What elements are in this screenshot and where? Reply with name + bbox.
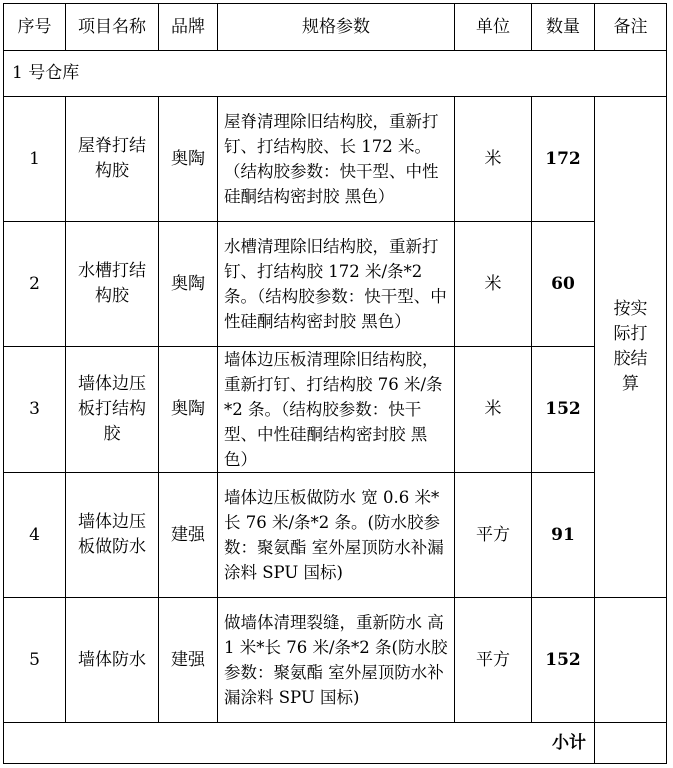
row-brand: 奥陶 [159,222,218,347]
remark-text: 按实际打胶结算 [613,299,648,394]
header-name: 项目名称 [66,4,159,51]
row-brand: 建强 [159,598,218,723]
row-qty: 172 [532,97,595,222]
header-seq: 序号 [4,4,66,51]
row-seq: 5 [4,598,66,723]
row-unit: 米 [455,97,532,222]
row-remark [595,598,667,723]
row-qty: 91 [532,473,595,598]
row-unit: 平方 [455,473,532,598]
row-spec: 墙体边压板做防水 宽 0.6 米*长 76 米/条*2 条。(防水胶参数：聚氨酯 室外屋顶防水补漏涂料 SPU 国标) [218,473,455,598]
row-seq: 2 [4,222,66,347]
row-name: 墙体防水 [66,598,159,723]
row-name: 屋脊打结构胶 [66,97,159,222]
row-brand: 奥陶 [159,97,218,222]
subtotal-value [595,723,667,764]
row-unit: 平方 [455,598,532,723]
header-qty: 数量 [532,4,595,51]
table-row [4,222,667,347]
row-brand: 建强 [159,473,218,598]
table-row [4,97,667,222]
row-seq: 1 [4,97,66,222]
header-brand: 品牌 [159,4,218,51]
header-remark: 备注 [595,4,667,51]
row-seq: 4 [4,473,66,598]
remark-cell [595,97,667,598]
table-row [4,473,667,598]
row-brand: 奥陶 [159,347,218,473]
row-spec: 水槽清理除旧结构胶，重新打钉、打结构胶 172 米/条*2 条。（结构胶参数：快干型、中性硅酮结构密封胶 黑色） [218,222,455,347]
row-spec: 墙体边压板清理除旧结构胶，重新打钉、打结构胶 76 米/条*2 条。（结构胶参数：快干型、中性硅酮结构密封胶 黑色） [218,347,455,473]
header-unit: 单位 [455,4,532,51]
table-row [4,598,667,723]
row-qty: 60 [532,222,595,347]
row-qty: 152 [532,347,595,473]
header-spec: 规格参数 [218,4,455,51]
warehouse-row [4,51,667,97]
row-qty: 152 [532,598,595,723]
table-row [4,347,667,473]
row-name: 水槽打结构胶 [66,222,159,347]
row-name: 墙体边压板打结构胶 [66,347,159,473]
row-spec: 屋脊清理除旧结构胶，重新打钉、打结构胶、长 172 米。（结构胶参数：快干型、中性硅酮结构密封胶 黑色） [218,97,455,222]
subtotal-row [4,723,667,764]
row-seq: 3 [4,347,66,473]
row-name: 墙体边压板做防水 [66,473,159,598]
header-row [4,4,667,51]
quotation-table [3,3,667,764]
subtotal-label: 小计 [4,723,595,764]
row-spec: 做墙体清理裂缝，重新防水 高 1 米*长 76 米/条*2 条(防水胶参数：聚氨酯 室外屋顶防水补漏涂料 SPU 国标) [218,598,455,723]
warehouse-label: 1 号仓库 [4,51,667,97]
row-unit: 米 [455,222,532,347]
row-unit: 米 [455,347,532,473]
